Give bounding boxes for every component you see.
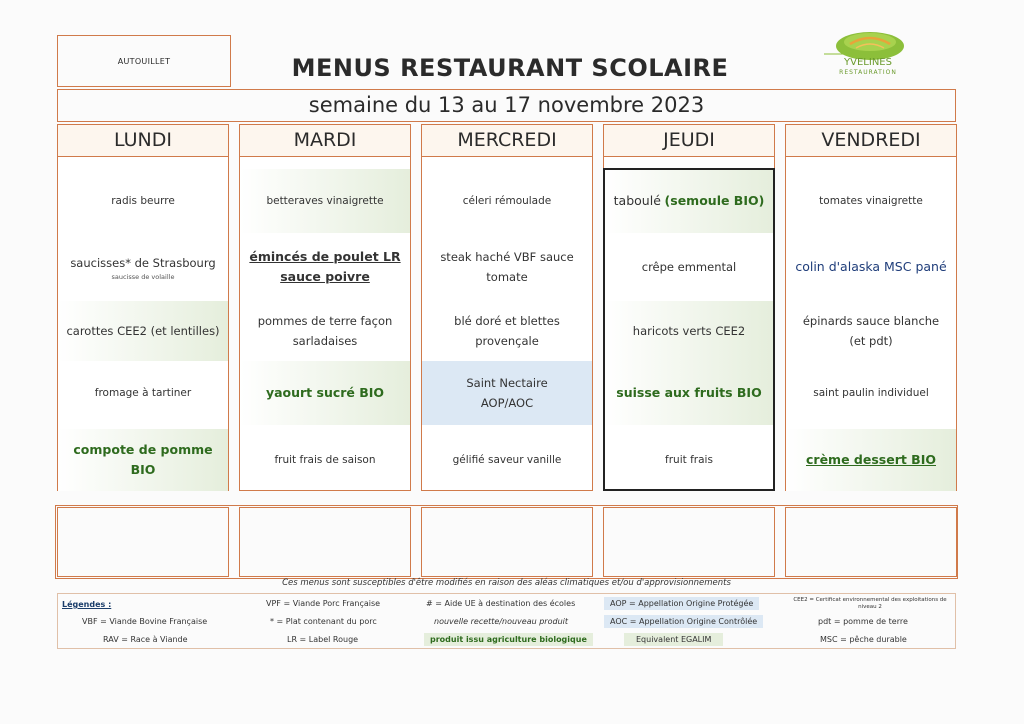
menu-item: tomates vinaigrette bbox=[819, 195, 923, 207]
school-name-box bbox=[57, 35, 231, 87]
day-header: LUNDI bbox=[58, 125, 228, 157]
menu-item: fromage à tartiner bbox=[94, 387, 192, 399]
menu-item: saucisses* de Strasbourg saucisse de volaille bbox=[70, 255, 216, 281]
menu-item: fruit frais de saison bbox=[274, 454, 376, 466]
menu-item: émincés de poulet LR sauce poivre bbox=[249, 249, 401, 284]
menu-item: fruit frais bbox=[665, 454, 713, 466]
legend-cee2: CEE2 = Certificat environnemental des exploitations de niveau 2 bbox=[793, 597, 947, 610]
logo-hat-icon bbox=[818, 28, 918, 60]
legend-title: Légendes : bbox=[62, 600, 112, 609]
menu-item: taboulé (semoule BIO) bbox=[604, 169, 774, 233]
menu-item: radis beurre bbox=[111, 195, 175, 207]
legend-lr: LR = Label Rouge bbox=[287, 635, 359, 644]
menu-item: saint paulin individuel bbox=[813, 387, 929, 399]
menu-item-note: saucisse de volaille bbox=[111, 272, 175, 281]
day-column-jeudi bbox=[603, 124, 775, 491]
empty-box-mardi bbox=[239, 507, 411, 577]
menu-item: colin d'alaska MSC pané bbox=[795, 259, 947, 274]
empty-box-vendredi bbox=[785, 507, 957, 577]
menu-item: pommes de terre façon sarladaises bbox=[257, 314, 393, 348]
menu-item: épinards sauce blanche (et pdt) bbox=[802, 314, 940, 348]
menu-item: carottes CEE2 (et lentilles) bbox=[58, 301, 228, 361]
legend-porc: * = Plat contenant du porc bbox=[270, 617, 377, 626]
school-name: AUTOUILLET bbox=[117, 56, 171, 66]
day-header: MERCREDI bbox=[422, 125, 592, 157]
menu-item: betteraves vinaigrette bbox=[240, 169, 410, 233]
menu-item: haricots verts CEE2 bbox=[604, 301, 774, 361]
legend-pdt: pdt = pomme de terre bbox=[818, 617, 908, 626]
legend-new: nouvelle recette/nouveau produit bbox=[434, 617, 568, 626]
legend-egalim: Equivalent EGALIM bbox=[624, 633, 723, 646]
week-title: semaine du 13 au 17 novembre 2023 bbox=[57, 89, 956, 122]
day-column-mardi bbox=[239, 124, 411, 491]
menu-item: compote de pomme BIO bbox=[58, 429, 228, 491]
empty-box-lundi bbox=[57, 507, 229, 577]
menu-item: crème dessert BIO bbox=[786, 429, 956, 491]
page-title: MENUS RESTAURANT SCOLAIRE bbox=[291, 54, 729, 82]
empty-box-mercredi bbox=[421, 507, 593, 577]
logo-sub: RESTAURATION bbox=[839, 69, 897, 76]
empty-box-jeudi bbox=[603, 507, 775, 577]
legend-msc: MSC = pêche durable bbox=[820, 635, 907, 644]
legend-ue: # = Aide UE à destination des écoles bbox=[426, 599, 576, 608]
yvelines-logo bbox=[818, 28, 918, 80]
day-header: VENDREDI bbox=[786, 125, 956, 157]
menu-item: suisse aux fruits BIO bbox=[604, 361, 774, 425]
legend-vbf: VBF = Viande Bovine Française bbox=[82, 617, 208, 626]
menu-item: steak haché VBF sauce tomate bbox=[440, 250, 574, 284]
disclaimer-note: Ces menus sont susceptibles d'être modifiés en raison des aléas climatiques et/ou d'approvisionnements bbox=[282, 578, 731, 588]
legend-bio: produit issu agriculture biologique bbox=[424, 633, 593, 646]
day-column-mercredi bbox=[421, 124, 593, 491]
legend-aoc: AOC = Appellation Origine Contrôlée bbox=[604, 615, 763, 628]
legend-vpf: VPF = Viande Porc Française bbox=[266, 599, 381, 608]
day-column-lundi bbox=[57, 124, 229, 491]
logo-brand: YVELINES bbox=[844, 57, 892, 68]
day-column-vendredi bbox=[785, 124, 957, 491]
menu-item: blé doré et blettes provençale bbox=[454, 314, 560, 348]
day-header: JEUDI bbox=[604, 125, 774, 157]
menu-item: céleri rémoulade bbox=[462, 195, 552, 207]
menu-item: crêpe emmental bbox=[641, 260, 737, 274]
menu-item: Saint Nectaire AOP/AOC bbox=[422, 361, 592, 425]
legend-box bbox=[57, 593, 956, 649]
legend-aop: AOP = Appellation Origine Protégée bbox=[604, 597, 759, 610]
day-header: MARDI bbox=[240, 125, 410, 157]
legend-rav: RAV = Race à Viande bbox=[103, 635, 188, 644]
menu-item: gélifié saveur vanille bbox=[452, 454, 562, 466]
menu-item: yaourt sucré BIO bbox=[240, 361, 410, 425]
